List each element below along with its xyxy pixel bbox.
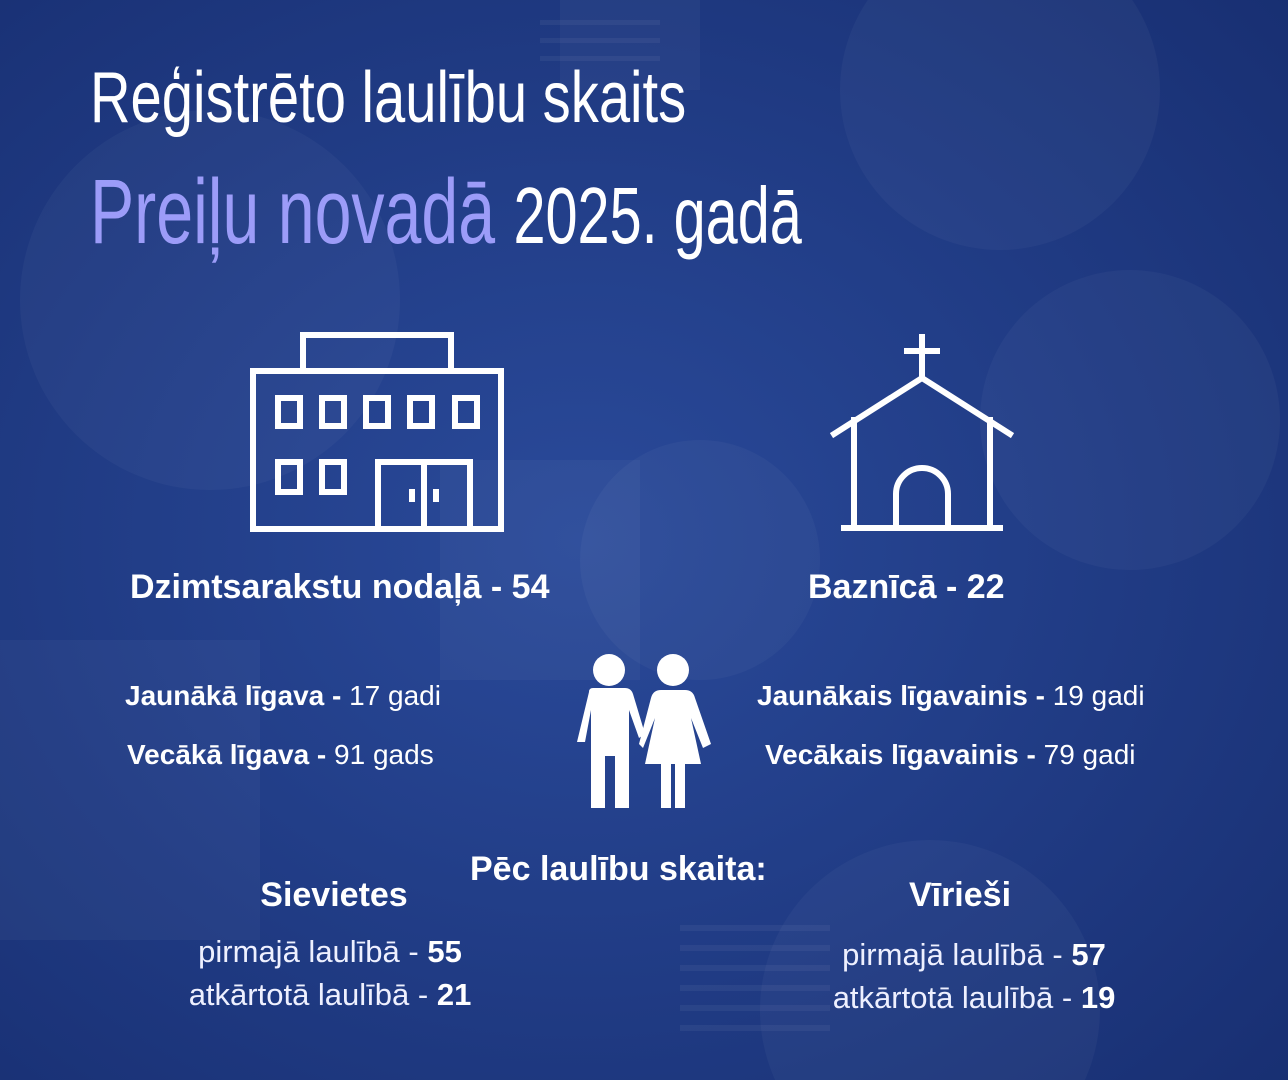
oldest-bride [127,739,434,771]
oldest-bride-value: 91 gads [334,739,434,770]
youngest-groom-value: 19 gadi [1052,680,1145,711]
by-count-heading: Pēc laulību skaita: [470,850,767,888]
registry-count-label: Dzimtsarakstu nodaļā - 54 [130,568,550,606]
youngest-bride-label: Jaunākā līgava - [125,680,350,711]
women-repeat-label: atkārtotā laulībā - [188,977,437,1012]
men-repeat-label: atkārtotā laulībā - [832,980,1081,1015]
oldest-groom-label: Vecākais līgavainis - [765,739,1044,770]
page-subtitle [90,160,802,268]
youngest-bride-value: 17 gadi [349,680,441,711]
men-first-marriage [774,937,1174,973]
youngest-bride [125,680,441,712]
women-repeat-marriage [130,977,530,1013]
men-heading: Vīrieši [908,876,1012,914]
women-repeat-value: 21 [436,977,472,1012]
men-repeat-value: 19 [1080,980,1116,1015]
youngest-groom-label: Jaunākais līgavainis - [757,680,1053,711]
youngest-groom [757,680,1145,712]
women-heading: Sievietes [260,876,408,914]
men-repeat-marriage [774,980,1174,1016]
subtitle-region: Preiļu novadā [90,161,496,263]
oldest-groom [765,739,1136,771]
couple-icon [575,652,715,812]
oldest-groom-value: 79 gadi [1043,739,1136,770]
men-first-label: pirmajā laulībā - [842,937,1072,972]
women-first-label: pirmajā laulībā - [198,934,428,969]
office-building-icon [250,332,506,534]
women-first-value: 55 [427,934,462,969]
church-count-label: Baznīcā - 22 [808,568,1005,606]
men-first-value: 57 [1071,937,1106,972]
page-title: Reģistrēto laulību skaits [90,58,687,138]
church-icon [830,334,1014,534]
oldest-bride-label: Vecākā līgava - [127,739,335,770]
women-first-marriage [130,934,530,970]
subtitle-year: 2025. gadā [513,171,802,260]
